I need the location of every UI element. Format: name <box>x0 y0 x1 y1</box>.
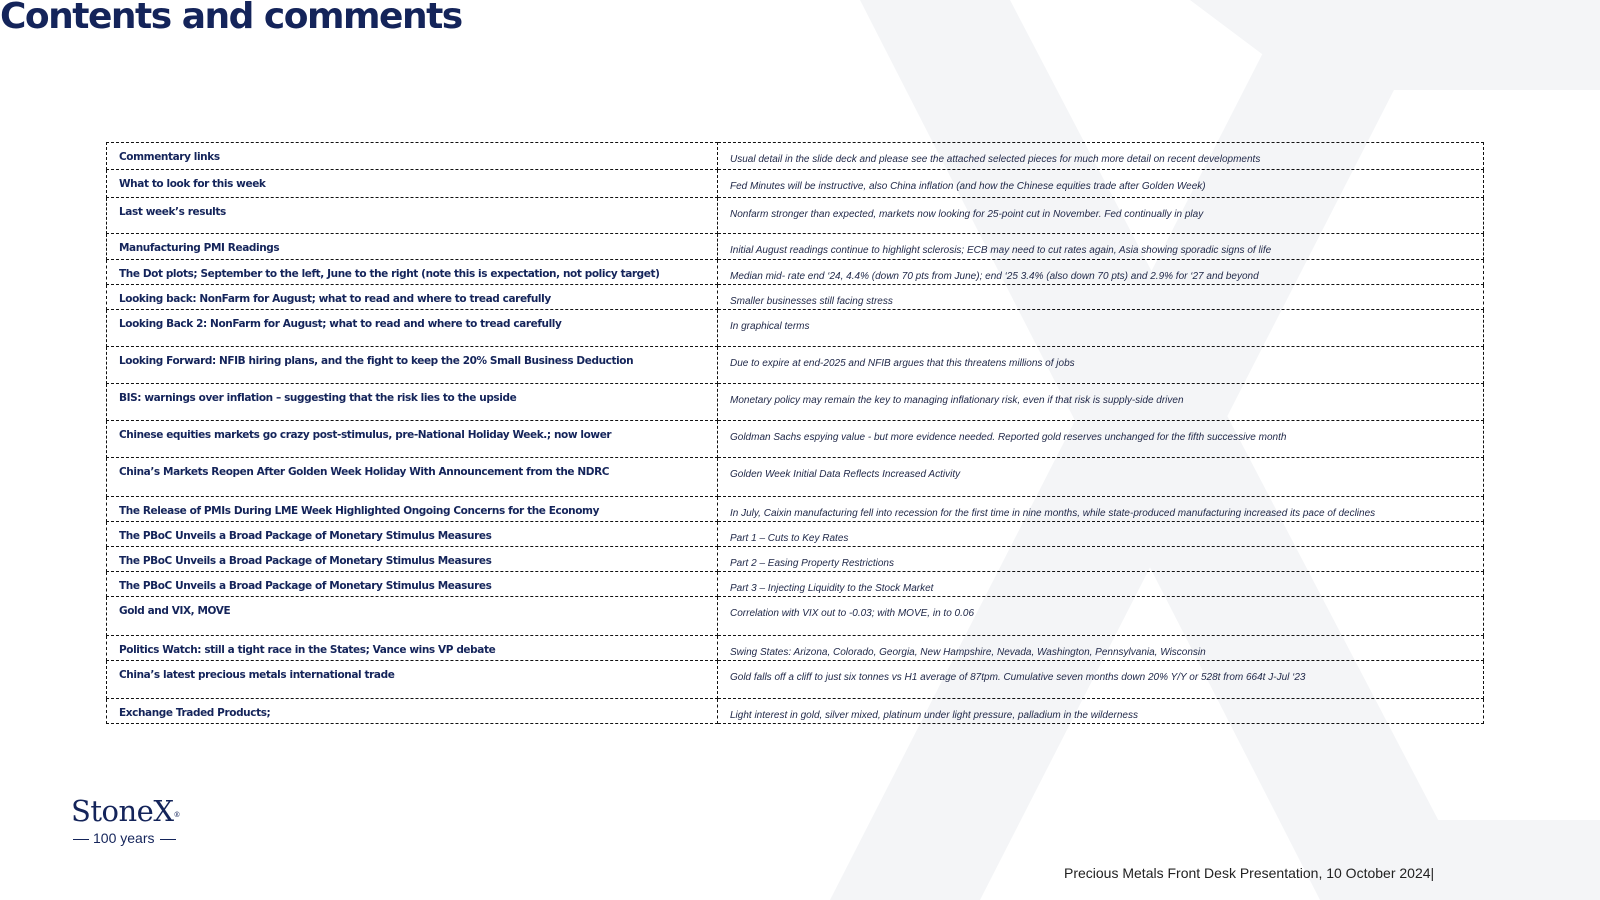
comment-cell <box>718 285 1484 310</box>
comment-text: Correlation with VIX out to -0.03; with MOVE, in to 0.06 <box>730 608 975 619</box>
topic-cell <box>107 285 718 310</box>
comment-text: Usual detail in the slide deck and please see the attached selected pieces for much more detail on recent developments <box>730 154 1261 165</box>
topic-cell <box>107 597 718 636</box>
topic-cell <box>107 143 718 170</box>
topic-cell <box>107 572 718 597</box>
table-row <box>107 170 1484 198</box>
table-row <box>107 497 1484 522</box>
topic-cell <box>107 522 718 547</box>
comment-text: Due to expire at end-2025 and NFIB argues that this threatens millions of jobs <box>730 358 1075 369</box>
comment-cell <box>718 597 1484 636</box>
topic-link[interactable]: BIS: warnings over inflation – suggesting that the risk lies to the upside <box>119 392 517 404</box>
registered-mark-icon: ® <box>173 811 180 819</box>
topic-cell <box>107 260 718 285</box>
comment-text: Gold falls off a cliff to just six tonnes vs H1 average of 87tpm. Cumulative seven months down 20% Y/Y or 528t from 664t J-Jul ‘23 <box>730 672 1306 683</box>
comment-cell <box>718 497 1484 522</box>
topic-cell <box>107 699 718 724</box>
comment-cell <box>718 143 1484 170</box>
comment-cell <box>718 636 1484 661</box>
table-row <box>107 347 1484 384</box>
comment-text: Golden Week Initial Data Reflects Increased Activity <box>730 469 961 480</box>
comment-text: In graphical terms <box>730 321 810 332</box>
topic-link[interactable]: The Dot plots; September to the left, June to the right (note this is expectation, not policy target) <box>119 268 660 280</box>
dash-line-icon <box>160 839 176 840</box>
table-row <box>107 234 1484 260</box>
comment-text: Swing States: Arizona, Colorado, Georgia, New Hampshire, Nevada, Washington, Pennsylvania, Wisconsin <box>730 647 1206 658</box>
comment-cell <box>718 384 1484 421</box>
comment-text: Monetary policy may remain the key to managing inflationary risk, even if that risk is supply-side driven <box>730 395 1184 406</box>
comment-text: Part 3 – Injecting Liquidity to the Stock Market <box>730 583 934 594</box>
topic-cell <box>107 636 718 661</box>
topic-link[interactable]: Last week’s results <box>119 206 226 218</box>
topic-link[interactable]: What to look for this week <box>119 178 266 190</box>
table-row <box>107 699 1484 724</box>
topic-link[interactable]: The PBoC Unveils a Broad Package of Monetary Stimulus Measures <box>119 555 492 567</box>
topic-cell <box>107 384 718 421</box>
table-row <box>107 522 1484 547</box>
table-row <box>107 198 1484 234</box>
comment-text: Smaller businesses still facing stress <box>730 296 893 307</box>
table-row <box>107 143 1484 170</box>
comment-cell <box>718 421 1484 458</box>
comment-text: Part 2 – Easing Property Restrictions <box>730 558 894 569</box>
dash-line-icon <box>73 839 89 840</box>
comment-text: In July, Caixin manufacturing fell into recession for the first time in nine months, while state-produced manufacturing increased its pace of declines <box>730 508 1376 519</box>
page-title: Contents and comments <box>0 0 462 37</box>
topic-cell <box>107 198 718 234</box>
comment-text: Median mid- rate end ‘24, 4.4% (down 70 pts from June); end ‘25 3.4% (also down 70 pts) and 2.9% for ‘27 and beyond <box>730 271 1259 282</box>
comment-cell <box>718 310 1484 347</box>
comment-cell <box>718 198 1484 234</box>
table-row <box>107 547 1484 572</box>
comment-text: Part 1 – Cuts to Key Rates <box>730 533 849 544</box>
topic-link[interactable]: Exchange Traded Products; <box>119 707 271 719</box>
topic-link[interactable]: Looking back: NonFarm for August; what to read and where to tread carefully <box>119 293 551 305</box>
topic-link[interactable]: Looking Forward: NFIB hiring plans, and the fight to keep the 20% Small Business Deduction <box>119 355 634 367</box>
topic-link[interactable]: The PBoC Unveils a Broad Package of Monetary Stimulus Measures <box>119 530 492 542</box>
comment-cell <box>718 260 1484 285</box>
topic-cell <box>107 497 718 522</box>
comment-text: Initial August readings continue to highlight sclerosis; ECB may need to cut rates again, Asia showing sporadic signs of life <box>730 245 1272 256</box>
topic-link[interactable]: Politics Watch: still a tight race in the States; Vance wins VP debate <box>119 644 496 656</box>
topic-cell <box>107 347 718 384</box>
topic-link[interactable]: China’s Markets Reopen After Golden Week Holiday With Announcement from the NDRC <box>119 466 610 478</box>
topic-cell <box>107 170 718 198</box>
topic-link[interactable]: The Release of PMIs During LME Week Highlighted Ongoing Concerns for the Economy <box>119 505 600 517</box>
topic-link[interactable]: Commentary links <box>119 151 220 163</box>
footer-text: Precious Metals Front Desk Presentation, 10 October 2024| <box>1064 865 1435 881</box>
table-row <box>107 285 1484 310</box>
table-row <box>107 661 1484 699</box>
table-row <box>107 458 1484 497</box>
comment-text: Fed Minutes will be instructive, also China inflation (and how the Chinese equities trade after Golden Week) <box>730 181 1206 192</box>
topic-link[interactable]: The PBoC Unveils a Broad Package of Monetary Stimulus Measures <box>119 580 492 592</box>
comment-cell <box>718 170 1484 198</box>
comment-cell <box>718 347 1484 384</box>
topic-cell <box>107 234 718 260</box>
table-row <box>107 310 1484 347</box>
table-row <box>107 597 1484 636</box>
comment-cell <box>718 699 1484 724</box>
comment-cell <box>718 572 1484 597</box>
comment-cell <box>718 458 1484 497</box>
table-row <box>107 384 1484 421</box>
topic-cell <box>107 661 718 699</box>
logo-anniversary: 100 years <box>93 830 155 846</box>
topic-link[interactable]: China’s latest precious metals international trade <box>119 669 395 681</box>
topic-cell <box>107 421 718 458</box>
comment-text: Light interest in gold, silver mixed, platinum under light pressure, palladium in the wilderness <box>730 710 1138 721</box>
table-row <box>107 636 1484 661</box>
stonex-logo <box>71 796 180 846</box>
topic-cell <box>107 458 718 497</box>
topic-link[interactable]: Gold and VIX, MOVE <box>119 605 231 617</box>
comment-cell <box>718 234 1484 260</box>
comment-cell <box>718 661 1484 699</box>
comment-text: Goldman Sachs espying value - but more evidence needed. Reported gold reserves unchanged for the fifth successive month <box>730 432 1287 443</box>
topic-link[interactable]: Chinese equities markets go crazy post-stimulus, pre-National Holiday Week.; now lower <box>119 429 612 441</box>
comment-cell <box>718 547 1484 572</box>
table-row <box>107 421 1484 458</box>
topic-cell <box>107 547 718 572</box>
table-row <box>107 260 1484 285</box>
topic-link[interactable]: Manufacturing PMI Readings <box>119 242 280 254</box>
logo-wordmark: StoneX <box>71 794 174 828</box>
comment-cell <box>718 522 1484 547</box>
comment-text: Nonfarm stronger than expected, markets now looking for 25-point cut in November. Fed continually in play <box>730 209 1204 220</box>
table-row <box>107 572 1484 597</box>
topic-cell <box>107 310 718 347</box>
topic-link[interactable]: Looking Back 2: NonFarm for August; what to read and where to tread carefully <box>119 318 562 330</box>
contents-table <box>106 142 1484 724</box>
